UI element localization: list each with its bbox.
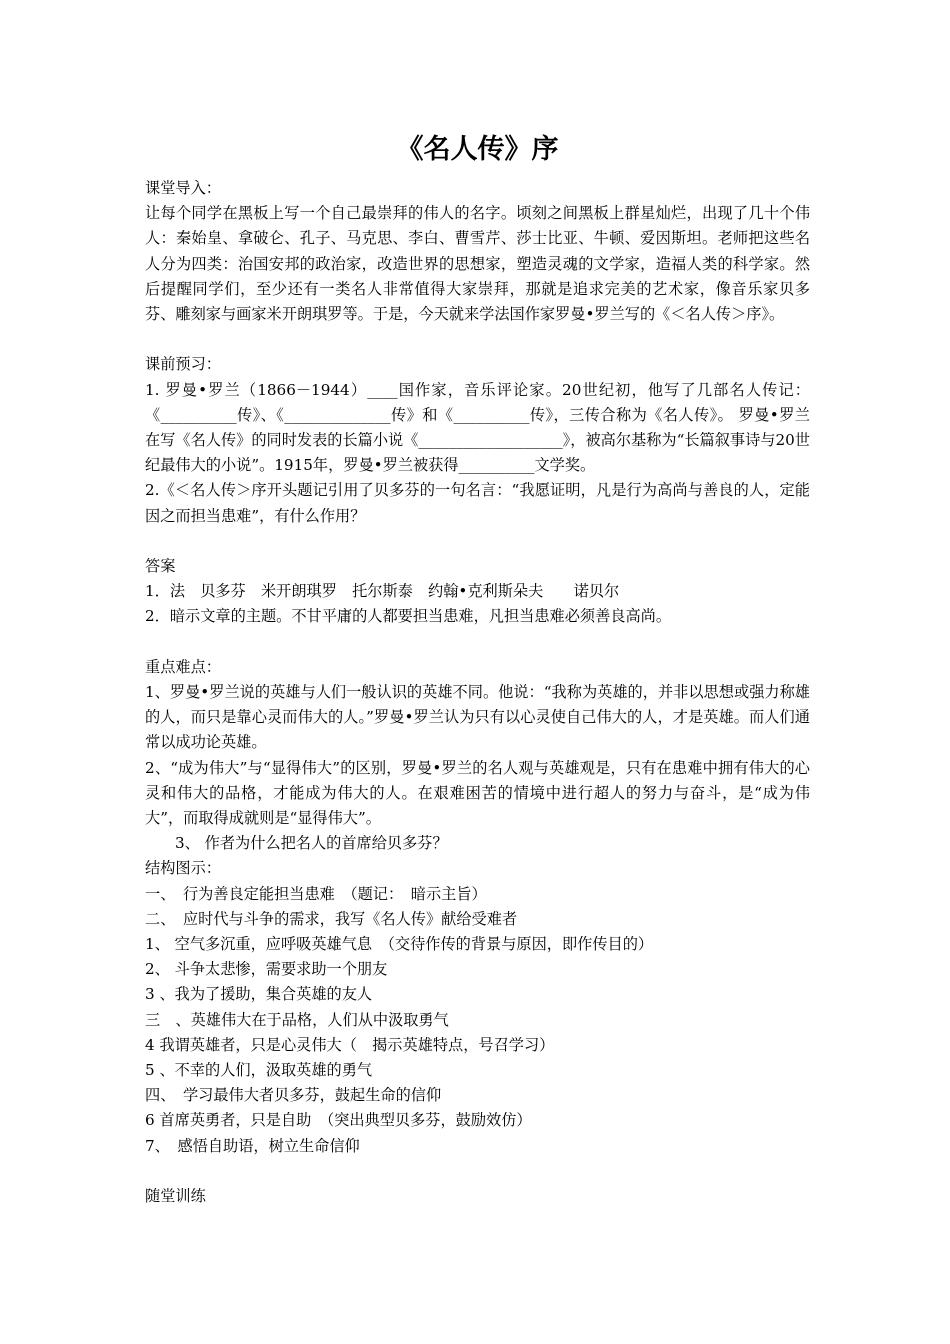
spacer bbox=[145, 529, 810, 554]
structure-line: 4 我谓英雄者，只是心灵伟大（ 揭示英雄特点，号召学习） bbox=[145, 1035, 555, 1054]
structure-line: 1、 空气多沉重，应呼吸英雄气息 （交待作传的背景与原因，即作传目的） bbox=[145, 935, 654, 954]
key-point-1: 1、罗曼•罗兰说的英雄与人们一般认识的英雄不同。他说：“我称为英雄的，并非以思想或强力称雄的人，而只是靠心灵而伟大的人。”罗曼•罗兰认为只有以心灵使自己伟大的人，才是英雄。而人们通常以成功论英雄。 bbox=[145, 683, 810, 752]
page-title: 《名人传》序 bbox=[396, 134, 559, 165]
structure-line: 7、 感悟自助语，树立生命信仰 bbox=[145, 1136, 360, 1155]
answers-heading: 答案 bbox=[145, 557, 176, 576]
structure-line: 四、 学习最伟大者贝多芬，鼓起生命的信仰 bbox=[145, 1086, 442, 1105]
structure-line: 一、 行为善良定能担当患难 （题记： 暗示主旨） bbox=[145, 884, 487, 903]
spacer bbox=[145, 327, 810, 352]
key-points-heading: 重点难点： bbox=[145, 657, 221, 676]
structure-line: 二、 应时代与斗争的需求，我写《名人传》献给受难者 bbox=[145, 909, 518, 928]
answer-1: 1．法 贝多芬 米开朗琪罗 托尔斯泰 约翰•克利斯朵夫 诺贝尔 bbox=[145, 582, 620, 601]
intro-text: 让每个同学在黑板上写一个自己最崇拜的伟人的名字。顷刻之间黑板上群星灿烂，出现了几十个伟人：秦始皇、拿破仑、孔子、马克思、李白、曹雪芹、莎士比亚、牛顿、爱因斯坦。老师把这些名人分为四类：治国安邦的政治家，改造世界的思想家，塑造灵魂的文学家，造福人类的科学家。然后提醒同学们，至少还有一类名人非常值得大家崇拜，那就是追求完美的艺术家，像音乐家贝多芬、雕刻家与画家米开朗琪罗等。于是，今天就来学法国作家罗曼•罗兰写的《＜名人传＞序》。 bbox=[145, 204, 810, 324]
spacer bbox=[145, 1159, 810, 1184]
key-point-3: 3、 作者为什么把名人的首席给贝多芬？ bbox=[175, 834, 448, 853]
structure-line: 三 、英雄伟大在于品格，人们从中汲取勇气 bbox=[145, 1010, 449, 1029]
intro-heading: 课堂导入： bbox=[145, 179, 221, 197]
practice-heading: 随堂训练 bbox=[145, 1187, 206, 1206]
structure-line: 6 首席英勇者，只是自助 （突出典型贝多芬，鼓励效仿） bbox=[145, 1111, 532, 1130]
spacer bbox=[145, 630, 810, 655]
structure-line: 3 、我为了援助，集合英雄的友人 bbox=[145, 985, 373, 1004]
structure-line: 2、 斗争太悲惨，需要求助一个朋友 bbox=[145, 960, 388, 979]
preview-question-2: 2.《＜名人传＞序开头题记引用了贝多芬的一句名言：“我愿证明，凡是行为高尚与善良的人，定能因之而担当患难”，有什么作用？ bbox=[145, 481, 810, 525]
structure-line: 5 、不幸的人们，汲取英雄的勇气 bbox=[145, 1061, 373, 1080]
answer-2: 2．暗示文章的主题。不甘平庸的人都要担当患难，凡担当患难必须善良高尚。 bbox=[145, 607, 672, 626]
key-point-2: 2、“成为伟大”与“显得伟大”的区别，罗曼•罗兰的名人观与英雄观是，只有在患难中拥有伟大的心灵和伟大的品格，才能成为伟大的人。在艰难困苦的情境中进行超人的努力与奋斗，是“成为伟大”，而取得成就则是“显得伟大”。 bbox=[145, 758, 810, 828]
preview-heading: 课前预习： bbox=[145, 355, 221, 374]
preview-question-1: 1. 罗曼•罗兰（1866－1944）____国作家，音乐评论家。20世纪初，他写了几部名人传记：《__________传》、《______________传》和《__________传》，三传合称为《名人传》。 罗曼•罗兰在写《名人传》的同时发表的长篇小说《___________________》，被高尔基称为“长篇叙事诗与20世纪最伟大的小说”。1915年，罗曼•罗兰被获得__________文学奖。 bbox=[145, 380, 810, 475]
structure-heading: 结构图示： bbox=[145, 859, 221, 878]
document-page bbox=[145, 130, 810, 1209]
